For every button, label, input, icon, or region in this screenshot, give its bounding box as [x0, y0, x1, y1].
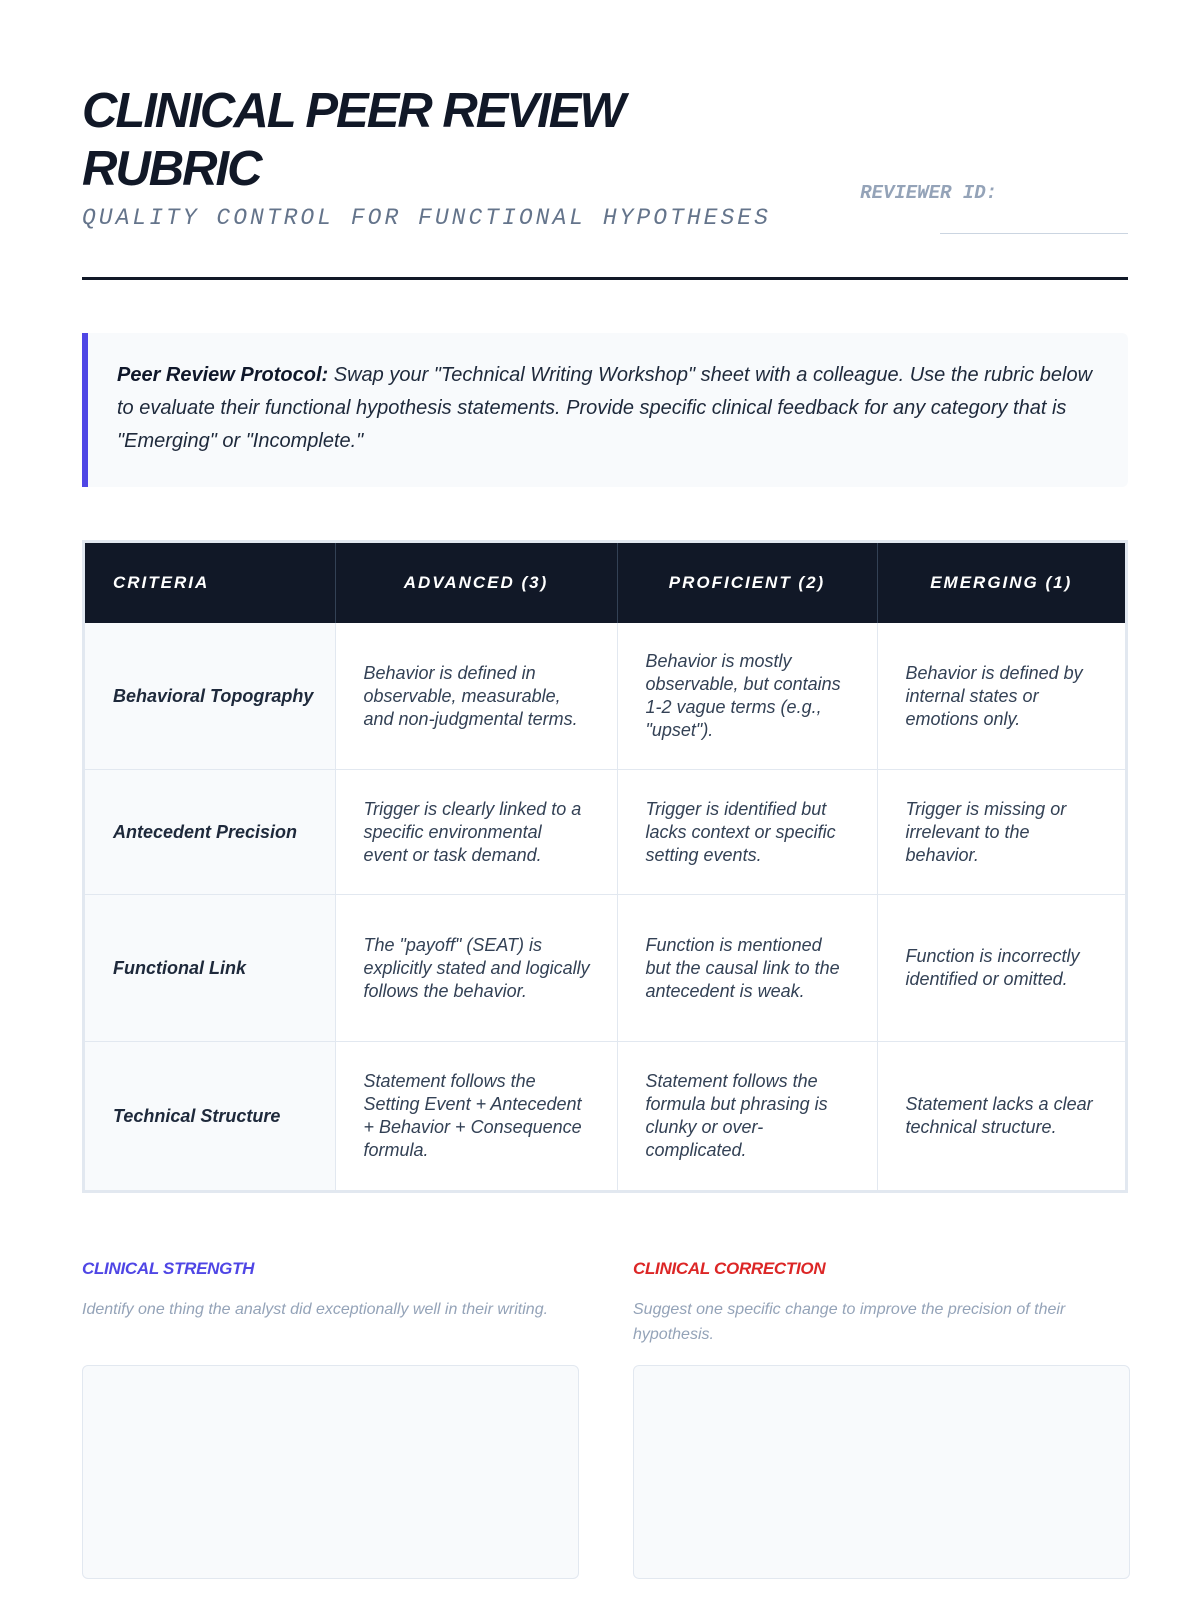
clinical-correction-section: [633, 1258, 1130, 1579]
header-emerging: EMERGING (1): [877, 543, 1125, 623]
rubric-page: [82, 0, 1128, 1343]
advanced-cell: Statement follows the Setting Event + Antecedent + Behavior + Consequence formula.: [335, 1042, 617, 1191]
proficient-cell: Trigger is identified but lacks context or specific setting events.: [617, 770, 877, 895]
protocol-text: Swap your "Technical Writing Workshop" sheet with a colleague. Use the rubric below to evaluate their functional hypothesis statements. Provide specific clinical feedback for any category that is "Emerging" or "Incomplete.": [117, 364, 1093, 452]
reviewer-id-field[interactable]: [940, 233, 1128, 234]
emerging-cell: Function is incorrectly identified or omitted.: [877, 895, 1125, 1042]
table-row: [85, 1042, 1125, 1191]
clinical-strength-section: [82, 1258, 579, 1579]
criteria-cell: Behavioral Topography: [85, 623, 335, 770]
reviewer-id-label: REVIEWER ID:: [860, 182, 997, 204]
rubric-header-row: [85, 543, 1125, 623]
clinical-correction-description: Suggest one specific change to improve the precision of their hypothesis.: [633, 1301, 1066, 1343]
criteria-cell: Antecedent Precision: [85, 770, 335, 895]
emerging-cell: Behavior is defined by internal states or emotions only.: [877, 623, 1125, 770]
criteria-cell: Functional Link: [85, 895, 335, 1042]
protocol-callout: [82, 333, 1128, 487]
proficient-cell: Behavior is mostly observable, but contains 1-2 vague terms (e.g., "upset").: [617, 623, 877, 770]
advanced-cell: Trigger is clearly linked to a specific environmental event or task demand.: [335, 770, 617, 895]
header-proficient: PROFICIENT (2): [617, 543, 877, 623]
emerging-cell: Trigger is missing or irrelevant to the behavior.: [877, 770, 1125, 895]
clinical-correction-title: CLINICAL CORRECTION: [633, 1259, 826, 1278]
advanced-cell: Behavior is defined in observable, measurable, and non-judgmental terms.: [335, 623, 617, 770]
proficient-cell: Function is mentioned but the causal link to the antecedent is weak.: [617, 895, 877, 1042]
table-row: [85, 770, 1125, 895]
advanced-cell: The "payoff" (SEAT) is explicitly stated and logically follows the behavior.: [335, 895, 617, 1042]
criteria-cell: Technical Structure: [85, 1042, 335, 1191]
page-subtitle: QUALITY CONTROL FOR FUNCTIONAL HYPOTHESES: [82, 205, 771, 231]
table-row: [85, 623, 1125, 770]
rubric-table: [82, 540, 1128, 1193]
clinical-correction-input[interactable]: [633, 1365, 1130, 1579]
header-advanced: ADVANCED (3): [335, 543, 617, 623]
proficient-cell: Statement follows the formula but phrasing is clunky or over-complicated.: [617, 1042, 877, 1191]
emerging-cell: Statement lacks a clear technical structure.: [877, 1042, 1125, 1191]
header-criteria: CRITERIA: [85, 543, 335, 623]
page-title: CLINICAL PEER REVIEW RUBRIC: [82, 84, 624, 196]
protocol-label: Peer Review Protocol:: [117, 364, 329, 386]
table-row: [85, 895, 1125, 1042]
clinical-strength-input[interactable]: [82, 1365, 579, 1579]
page-header: [82, 0, 1128, 280]
clinical-strength-title: CLINICAL STRENGTH: [82, 1259, 255, 1278]
clinical-strength-description: Identify one thing the analyst did exceptionally well in their writing.: [82, 1301, 549, 1318]
